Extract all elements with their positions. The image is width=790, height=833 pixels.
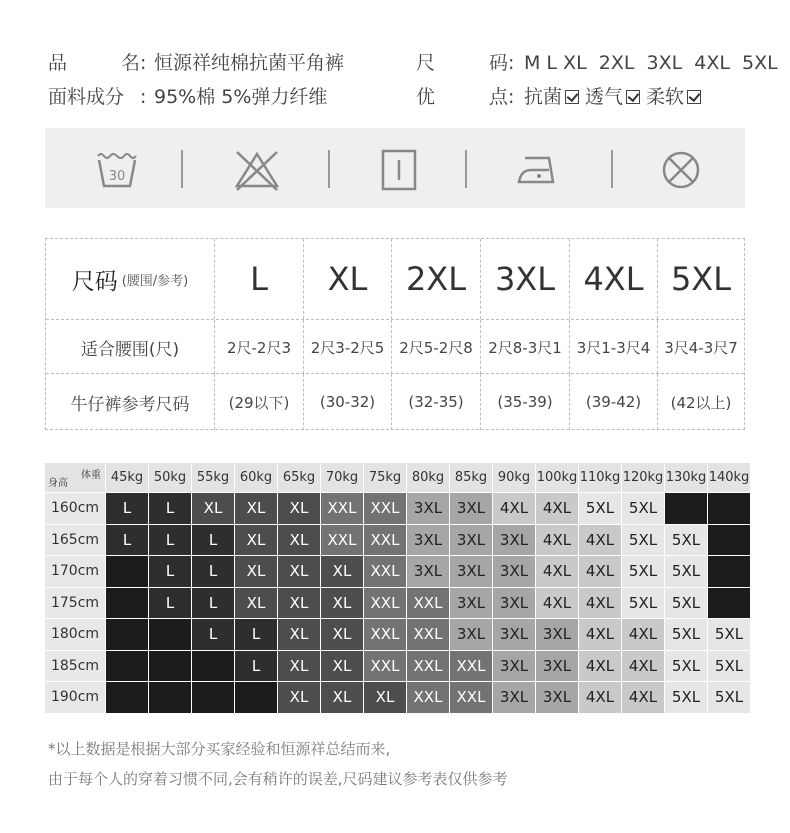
- size-col-header: XL: [303, 239, 391, 319]
- size-cell: 4XL: [622, 619, 664, 650]
- size-cell: 3XL: [493, 651, 535, 682]
- size-cell: 3XL: [450, 588, 492, 619]
- feature-label: 柔软: [646, 86, 685, 108]
- no-dry-clean-icon: [659, 148, 703, 192]
- height-header: 175cm: [45, 588, 105, 619]
- size-cell: 3XL: [407, 493, 449, 524]
- care-instructions-bar: [45, 128, 745, 208]
- features-label-char-1: 优: [416, 86, 436, 108]
- size-cell: [106, 651, 148, 682]
- size-cell: XL: [321, 651, 363, 682]
- size-cell: 5XL: [622, 588, 664, 619]
- feature-item: [646, 82, 701, 112]
- checkbox-icon: [626, 90, 640, 104]
- separator: [465, 150, 467, 188]
- size-cell: L: [149, 588, 191, 619]
- jeans-row: [46, 373, 744, 430]
- feature-item: [524, 82, 579, 112]
- size-cell: XL: [321, 619, 363, 650]
- size-cell: XL: [278, 651, 320, 682]
- size-cell: [149, 619, 191, 650]
- tumble-dry-icon: [379, 148, 423, 192]
- footnote-line-1: *以上数据是根据大部分买家经验和恒源祥总结而来,: [48, 740, 391, 758]
- size-cell: XXL: [364, 525, 406, 556]
- size-cell: XXL: [364, 493, 406, 524]
- size-cell: [708, 525, 750, 556]
- jeans-value: (32-35): [391, 374, 480, 430]
- size-cell: [106, 588, 148, 619]
- name-label: [48, 48, 140, 78]
- weight-header: 65kg: [278, 463, 320, 492]
- size-cell: [708, 493, 750, 524]
- size-cell: [192, 682, 234, 713]
- feature-label: 透气: [585, 86, 624, 108]
- separator: [181, 150, 183, 188]
- weight-header: 60kg: [235, 463, 277, 492]
- size-cell: 5XL: [665, 619, 707, 650]
- size-cell: XL: [321, 556, 363, 587]
- weight-header: 55kg: [192, 463, 234, 492]
- height-header: 190cm: [45, 682, 105, 713]
- size-cell: 4XL: [579, 588, 621, 619]
- size-cell: XL: [235, 556, 277, 587]
- size-cell: XXL: [364, 588, 406, 619]
- feature-item: [585, 82, 640, 112]
- size-cell: 4XL: [536, 493, 578, 524]
- size-cell: L: [106, 525, 148, 556]
- name-value: 恒源祥纯棉抗菌平角裤: [154, 52, 345, 74]
- waist-value: 3尺4-3尺7: [657, 320, 744, 374]
- size-cell: L: [149, 493, 191, 524]
- size-cell: XXL: [364, 619, 406, 650]
- size-colon: :: [508, 52, 515, 74]
- size-table: [45, 238, 745, 430]
- size-cell: [708, 556, 750, 587]
- size-cell: 5XL: [665, 651, 707, 682]
- iron-low-icon: [515, 148, 559, 192]
- waist-value: 2尺-2尺3: [214, 320, 303, 374]
- size-cell: 5XL: [708, 619, 750, 650]
- size-cell: XL: [278, 588, 320, 619]
- size-cell: 4XL: [579, 651, 621, 682]
- weight-height-size-grid: [45, 463, 751, 714]
- size-cell: 4XL: [579, 619, 621, 650]
- size-cell: 3XL: [407, 525, 449, 556]
- weight-header: 85kg: [450, 463, 492, 492]
- size-title-sub: (腰围/参考): [121, 273, 189, 289]
- size-cell: L: [149, 556, 191, 587]
- size-cell: [708, 588, 750, 619]
- size-cell: 4XL: [622, 651, 664, 682]
- size-cell: 3XL: [493, 619, 535, 650]
- size-cell: 3XL: [450, 619, 492, 650]
- size-cell: XL: [321, 682, 363, 713]
- height-header: 180cm: [45, 619, 105, 650]
- size-cell: XL: [278, 619, 320, 650]
- size-cell: [106, 682, 148, 713]
- size-cell: 4XL: [536, 588, 578, 619]
- size-cell: [149, 682, 191, 713]
- weight-header: 100kg: [536, 463, 578, 492]
- size-cell: XXL: [364, 556, 406, 587]
- height-header: 160cm: [45, 493, 105, 524]
- size-col-header: L: [214, 239, 303, 319]
- size-cell: 4XL: [536, 525, 578, 556]
- size-cell: 4XL: [579, 682, 621, 713]
- features-label: [416, 82, 508, 112]
- jeans-value: (29以下): [214, 374, 303, 430]
- jeans-value: (42以上): [657, 374, 744, 430]
- features-label-char-2: 点: [488, 86, 508, 108]
- weight-header: 75kg: [364, 463, 406, 492]
- size-cell: 3XL: [493, 682, 535, 713]
- weight-header: 70kg: [321, 463, 363, 492]
- waist-row: [46, 319, 744, 374]
- weight-header: 80kg: [407, 463, 449, 492]
- size-cell: 4XL: [579, 556, 621, 587]
- jeans-value: (35-39): [480, 374, 569, 430]
- size-cell: XL: [278, 493, 320, 524]
- size-cell: 5XL: [622, 525, 664, 556]
- size-cell: L: [192, 588, 234, 619]
- size-cell: 3XL: [536, 682, 578, 713]
- size-cell: L: [235, 651, 277, 682]
- weight-header: 110kg: [579, 463, 621, 492]
- size-cell: XXL: [407, 682, 449, 713]
- weight-header: 90kg: [493, 463, 535, 492]
- size-cell: 3XL: [450, 525, 492, 556]
- size-cell: 3XL: [493, 588, 535, 619]
- size-cell: 5XL: [665, 525, 707, 556]
- waist-value: 2尺3-2尺5: [303, 320, 391, 374]
- height-header: 185cm: [45, 651, 105, 682]
- waist-value: 2尺5-2尺8: [391, 320, 480, 374]
- jeans-value: (30-32): [303, 374, 391, 430]
- size-cell: XL: [278, 525, 320, 556]
- size-col-header: 5XL: [657, 239, 744, 319]
- size-cell: 4XL: [579, 525, 621, 556]
- weight-header: 140kg: [708, 463, 750, 492]
- corner-weight-label: 体重: [81, 470, 101, 481]
- size-title: 尺码: [71, 268, 118, 295]
- size-cell: 3XL: [536, 651, 578, 682]
- size-cell: 3XL: [536, 619, 578, 650]
- size-cell: XXL: [321, 493, 363, 524]
- size-cell: L: [149, 525, 191, 556]
- size-cell: 5XL: [708, 651, 750, 682]
- size-cell: XXL: [407, 619, 449, 650]
- size-cell: [192, 651, 234, 682]
- size-cell: XXL: [407, 588, 449, 619]
- size-cell: 5XL: [665, 556, 707, 587]
- material-label: 面料成分: [48, 86, 125, 108]
- weight-header: 50kg: [149, 463, 191, 492]
- footnote-line-2: 由于每个人的穿着习惯不同,会有稍许的误差,尺码建议参考表仅供参考: [48, 770, 508, 788]
- size-title-cell: [46, 239, 214, 319]
- size-cell: 4XL: [622, 682, 664, 713]
- jeans-value: (39-42): [569, 374, 657, 430]
- size-cell: L: [106, 493, 148, 524]
- size-cell: XXL: [407, 651, 449, 682]
- no-bleach-icon: [233, 148, 277, 192]
- size-cell: 4XL: [536, 556, 578, 587]
- size-col-header: 2XL: [391, 239, 480, 319]
- material-value: 95%棉 5%弹力纤维: [154, 86, 328, 108]
- grid-corner: [45, 463, 105, 492]
- size-value: M L XL 2XL 3XL 4XL 5XL: [524, 52, 778, 74]
- size-cell: 5XL: [665, 682, 707, 713]
- size-cell: L: [192, 525, 234, 556]
- checkbox-icon: [687, 90, 701, 104]
- size-cell: XL: [235, 588, 277, 619]
- size-cell: 5XL: [622, 556, 664, 587]
- size-cell: 5XL: [665, 588, 707, 619]
- waist-label: 适合腰围(尺): [80, 339, 180, 360]
- features-colon: :: [508, 86, 515, 108]
- size-header-row: [46, 239, 744, 319]
- weight-header: 45kg: [106, 463, 148, 492]
- size-col-header: 4XL: [569, 239, 657, 319]
- name-label-char-1: 品: [48, 52, 68, 74]
- size-cell: 3XL: [407, 556, 449, 587]
- waist-value: 3尺1-3尺4: [569, 320, 657, 374]
- size-cell: XL: [192, 493, 234, 524]
- size-label-char-1: 尺: [416, 52, 436, 74]
- name-colon: :: [140, 52, 147, 74]
- jeans-label: 牛仔裤参考尺码: [70, 394, 190, 415]
- material-colon: :: [140, 86, 147, 108]
- size-cell: L: [192, 556, 234, 587]
- size-cell: 3XL: [450, 493, 492, 524]
- size-cell: 3XL: [493, 556, 535, 587]
- size-cell: XXL: [450, 651, 492, 682]
- size-label: [416, 48, 508, 78]
- height-header: 170cm: [45, 556, 105, 587]
- features-list: [524, 82, 707, 112]
- size-cell: 5XL: [622, 493, 664, 524]
- waist-value: 2尺8-3尺1: [480, 320, 569, 374]
- size-cell: L: [235, 619, 277, 650]
- weight-header: 120kg: [622, 463, 664, 492]
- size-cell: 5XL: [708, 682, 750, 713]
- size-cell: 4XL: [493, 493, 535, 524]
- size-cell: 3XL: [493, 525, 535, 556]
- size-cell: XL: [321, 588, 363, 619]
- size-cell: [665, 493, 707, 524]
- separator: [611, 150, 613, 188]
- weight-header: 130kg: [665, 463, 707, 492]
- size-cell: [106, 619, 148, 650]
- wash-30-icon: [95, 148, 139, 192]
- size-cell: [235, 682, 277, 713]
- size-cell: XL: [235, 493, 277, 524]
- size-cell: XL: [364, 682, 406, 713]
- size-cell: [106, 556, 148, 587]
- size-label-char-2: 码: [488, 52, 508, 74]
- size-cell: 3XL: [450, 556, 492, 587]
- wash-temp-label: 30: [108, 169, 126, 184]
- feature-label: 抗菌: [524, 86, 563, 108]
- size-cell: L: [192, 619, 234, 650]
- size-cell: XXL: [321, 525, 363, 556]
- size-cell: 5XL: [579, 493, 621, 524]
- checkbox-icon: [565, 90, 579, 104]
- size-col-header: 3XL: [480, 239, 569, 319]
- size-cell: XL: [235, 525, 277, 556]
- size-cell: XXL: [364, 651, 406, 682]
- height-header: 165cm: [45, 525, 105, 556]
- size-cell: XL: [278, 682, 320, 713]
- separator: [328, 150, 330, 188]
- name-label-char-2: 名: [120, 52, 140, 74]
- size-cell: XXL: [450, 682, 492, 713]
- size-cell: [149, 651, 191, 682]
- size-cell: XL: [278, 556, 320, 587]
- corner-height-label: 身高: [48, 478, 68, 489]
